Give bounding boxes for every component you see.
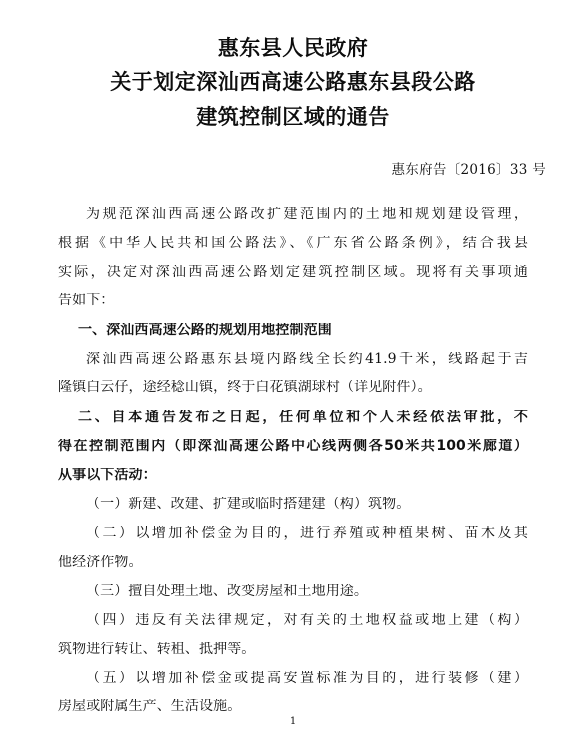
section2-line-3: 从事以下活动： bbox=[58, 468, 157, 482]
section2-line-2: 得在控制范围内（即深汕高速公路中心线两侧各50米共100米廊道） bbox=[58, 439, 528, 453]
intro-line-3: 实际，决定对深汕西高速公路划定建筑控制区域。现将有关事项通 bbox=[58, 265, 528, 279]
item-4-line-1: （四）违反有关法律规定，对有关的土地权益或地上建（构） bbox=[86, 613, 528, 627]
section1-line-2: 隆镇白云仔，途经稔山镇，终于白花镇湖球村（详见附件）。 bbox=[58, 380, 432, 394]
item-4-line-2: 筑物进行转让、转租、抵押等。 bbox=[58, 642, 256, 656]
item-2-line-2: 他经济作物。 bbox=[58, 555, 143, 569]
page-number: 1 bbox=[289, 716, 297, 727]
section1-heading: 一、深汕西高速公路的规划用地控制范围 bbox=[78, 323, 332, 337]
intro-line-4: 告如下： bbox=[58, 293, 115, 307]
title-line-1: 惠东县人民政府 bbox=[217, 36, 369, 60]
title-line-3: 建筑控制区域的通告 bbox=[196, 105, 390, 129]
item-5-line-2: 房屋或附属生产、生活设施。 bbox=[58, 699, 242, 713]
title-line-2: 关于划定深汕西高速公路惠东县段公路 bbox=[110, 70, 476, 94]
intro-line-1: 为规范深汕西高速公路改扩建范围内的土地和规划建设管理， bbox=[86, 207, 528, 221]
section2-line-1: 二、自本通告发布之日起，任何单位和个人未经依法审批，不 bbox=[78, 410, 528, 424]
item-1: （一）新建、改建、扩建或临时搭建建（构）筑物。 bbox=[86, 497, 411, 511]
intro-line-2: 根据《中华人民共和国公路法》、《广东省公路条例》，结合我县 bbox=[58, 236, 528, 250]
document-number: 惠东府告〔2016〕33 号 bbox=[391, 162, 546, 178]
item-5-line-1: （五）以增加补偿金或提高安置标准为目的，进行装修（建） bbox=[86, 671, 528, 685]
item-2-line-1: （二）以增加补偿金为目的，进行养殖或种植果树、苗木及其 bbox=[86, 526, 528, 540]
section1-line-1: 深汕西高速公路惠东县境内路线全长约41.9千米，线路起于吉 bbox=[86, 352, 528, 366]
item-3: （三）擅自处理土地、改变房屋和土地用途。 bbox=[86, 584, 368, 598]
